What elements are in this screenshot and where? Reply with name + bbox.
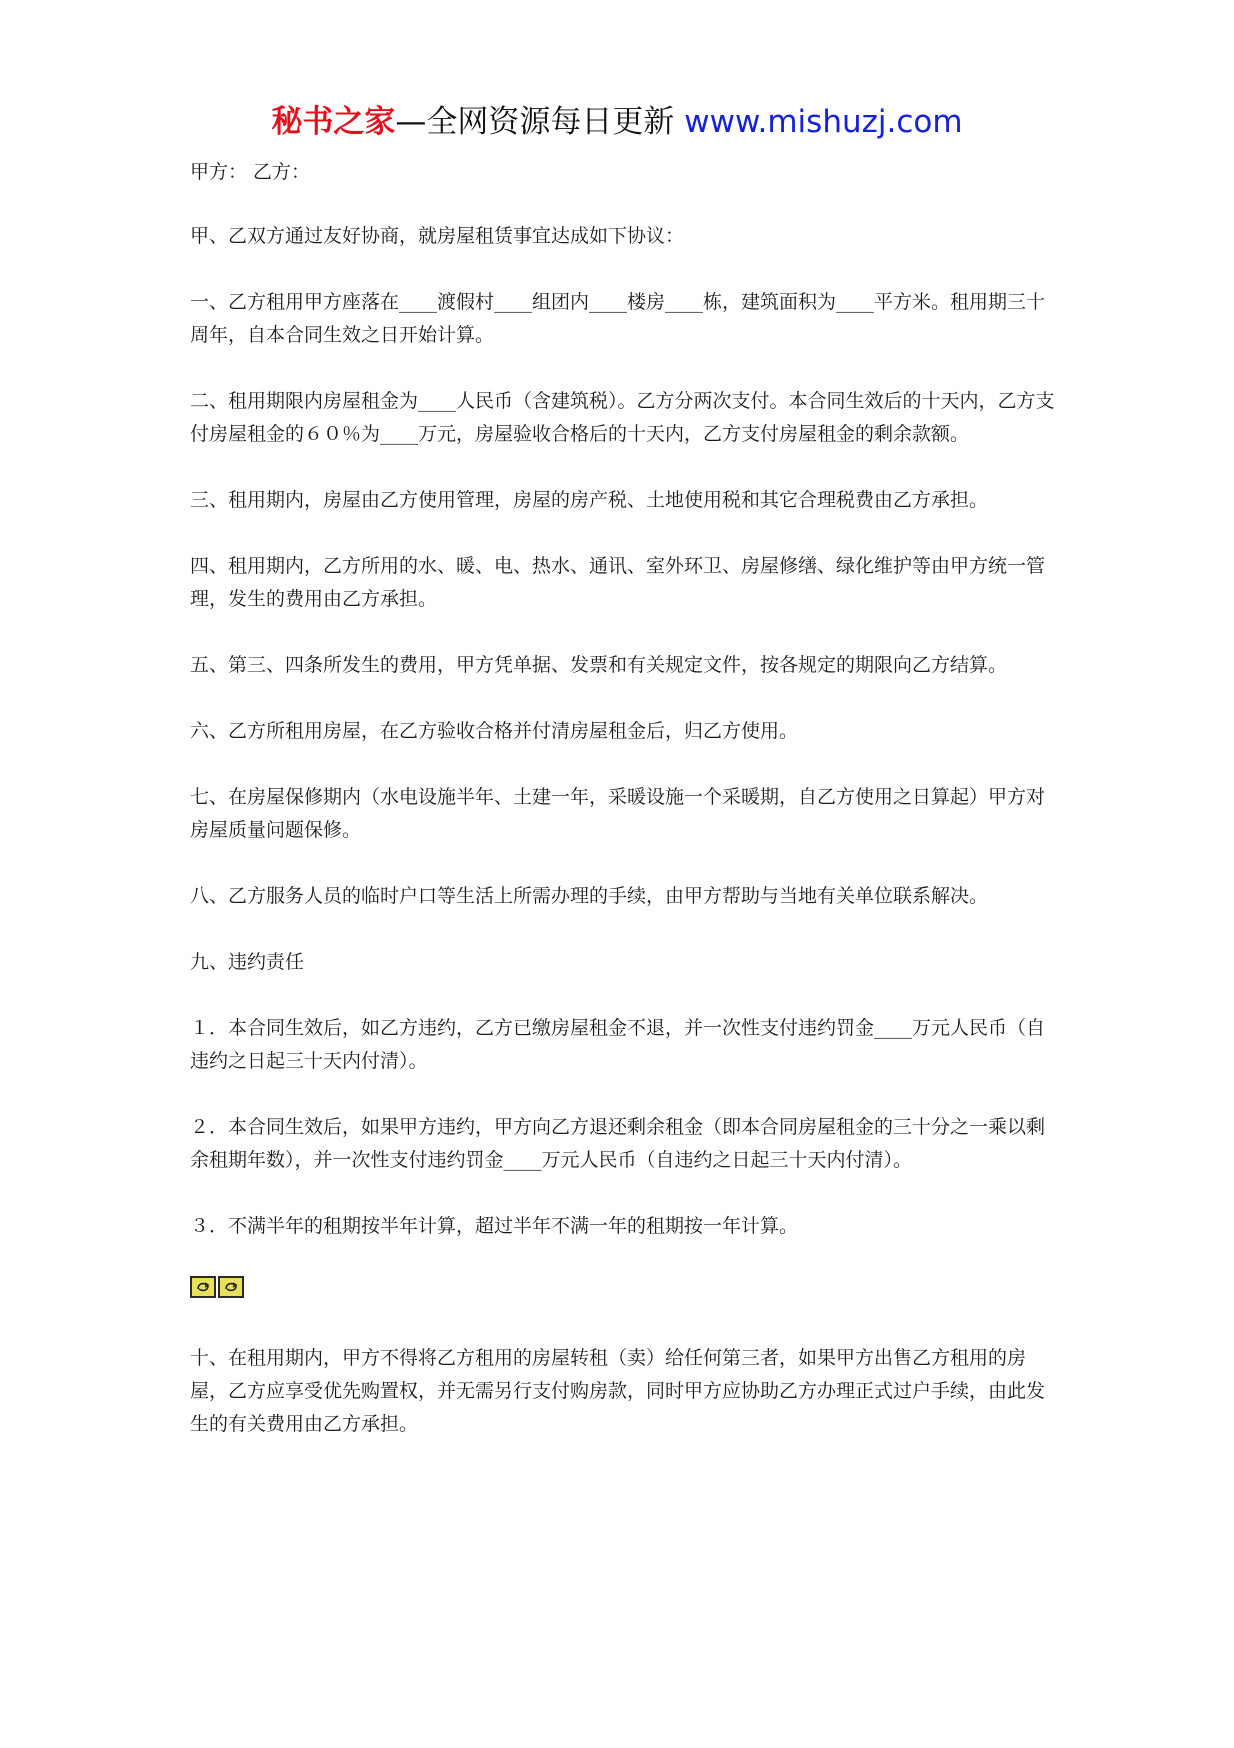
clause-5: 五、第三、四条所发生的费用，甲方凭单据、发票和有关规定文件，按各规定的期限向乙方结算。 [190, 654, 1008, 676]
arrows-icon [218, 1276, 244, 1298]
clause-8: 八、乙方服务人员的临时户口等生活上所需办理的手续，由甲方帮助与当地有关单位联系解决。 [190, 885, 989, 907]
clause-9-2: ２．本合同生效后，如果甲方违约，甲方向乙方退还剩余租金（即本合同房屋租金的三十分之一乘以剩余租期年数），并一次性支付违约罚金____万元人民币（自违约之日起三十天内付清）。 [190, 1116, 1046, 1171]
clause-4: 四、租用期内，乙方所用的水、暖、电、热水、通讯、室外环卫、房屋修缮、绿化维护等由甲方统一管理，发生的费用由乙方承担。 [190, 555, 1046, 610]
banner-tagline: —全网资源每日更新 [395, 104, 685, 140]
clause-9-title: 九、违约责任 [190, 951, 305, 973]
icon-row [190, 1276, 1060, 1304]
clause-9-3: ３．不满半年的租期按半年计算，超过半年不满一年的租期按一年计算。 [190, 1215, 799, 1237]
intro-paragraph: 甲、乙双方通过友好协商，就房屋租赁事宜达成如下协议： [190, 225, 685, 247]
clause-9-1: １．本合同生效后，如乙方违约，乙方已缴房屋租金不退，并一次性支付违约罚金____万元人民币（自违约之日起三十天内付清）。 [190, 1017, 1046, 1072]
banner-brand: 秘书之家 [271, 104, 396, 140]
banner-url[interactable]: www.mishuzj.com [684, 104, 963, 140]
clause-3: 三、租用期内，房屋由乙方使用管理，房屋的房产税、土地使用税和其它合理税费由乙方承担。 [190, 489, 989, 511]
clause-1: 一、乙方租用甲方座落在____渡假村____组团内____楼房____栋，建筑面积为____平方米。租用期三十周年，自本合同生效之日开始计算。 [190, 291, 1046, 346]
arrows-icon [190, 1276, 216, 1298]
clause-2: 二、租用期限内房屋租金为____人民币（含建筑税）。乙方分两次支付。本合同生效后的十天内，乙方支付房屋租金的６０％为____万元，房屋验收合格后的十天内，乙方支付房屋租金的剩余款额。 [190, 390, 1055, 445]
site-banner [0, 100, 1234, 144]
clause-6: 六、乙方所租用房屋，在乙方验收合格并付清房屋租金后，归乙方使用。 [190, 720, 799, 742]
parties-line: 甲方： 乙方： [190, 161, 311, 183]
clause-10: 十、在租用期内，甲方不得将乙方租用的房屋转租（卖）给任何第三者，如果甲方出售乙方租用的房屋，乙方应享受优先购置权，并无需另行支付购房款，同时甲方应协助乙方办理正式过户手续，由此发生的有关费用由乙方承担。 [190, 1347, 1046, 1435]
contract-body [190, 156, 1060, 1474]
clause-7: 七、在房屋保修期内（水电设施半年、土建一年，采暖设施一个采暖期，自乙方使用之日算起）甲方对房屋质量问题保修。 [190, 786, 1046, 841]
